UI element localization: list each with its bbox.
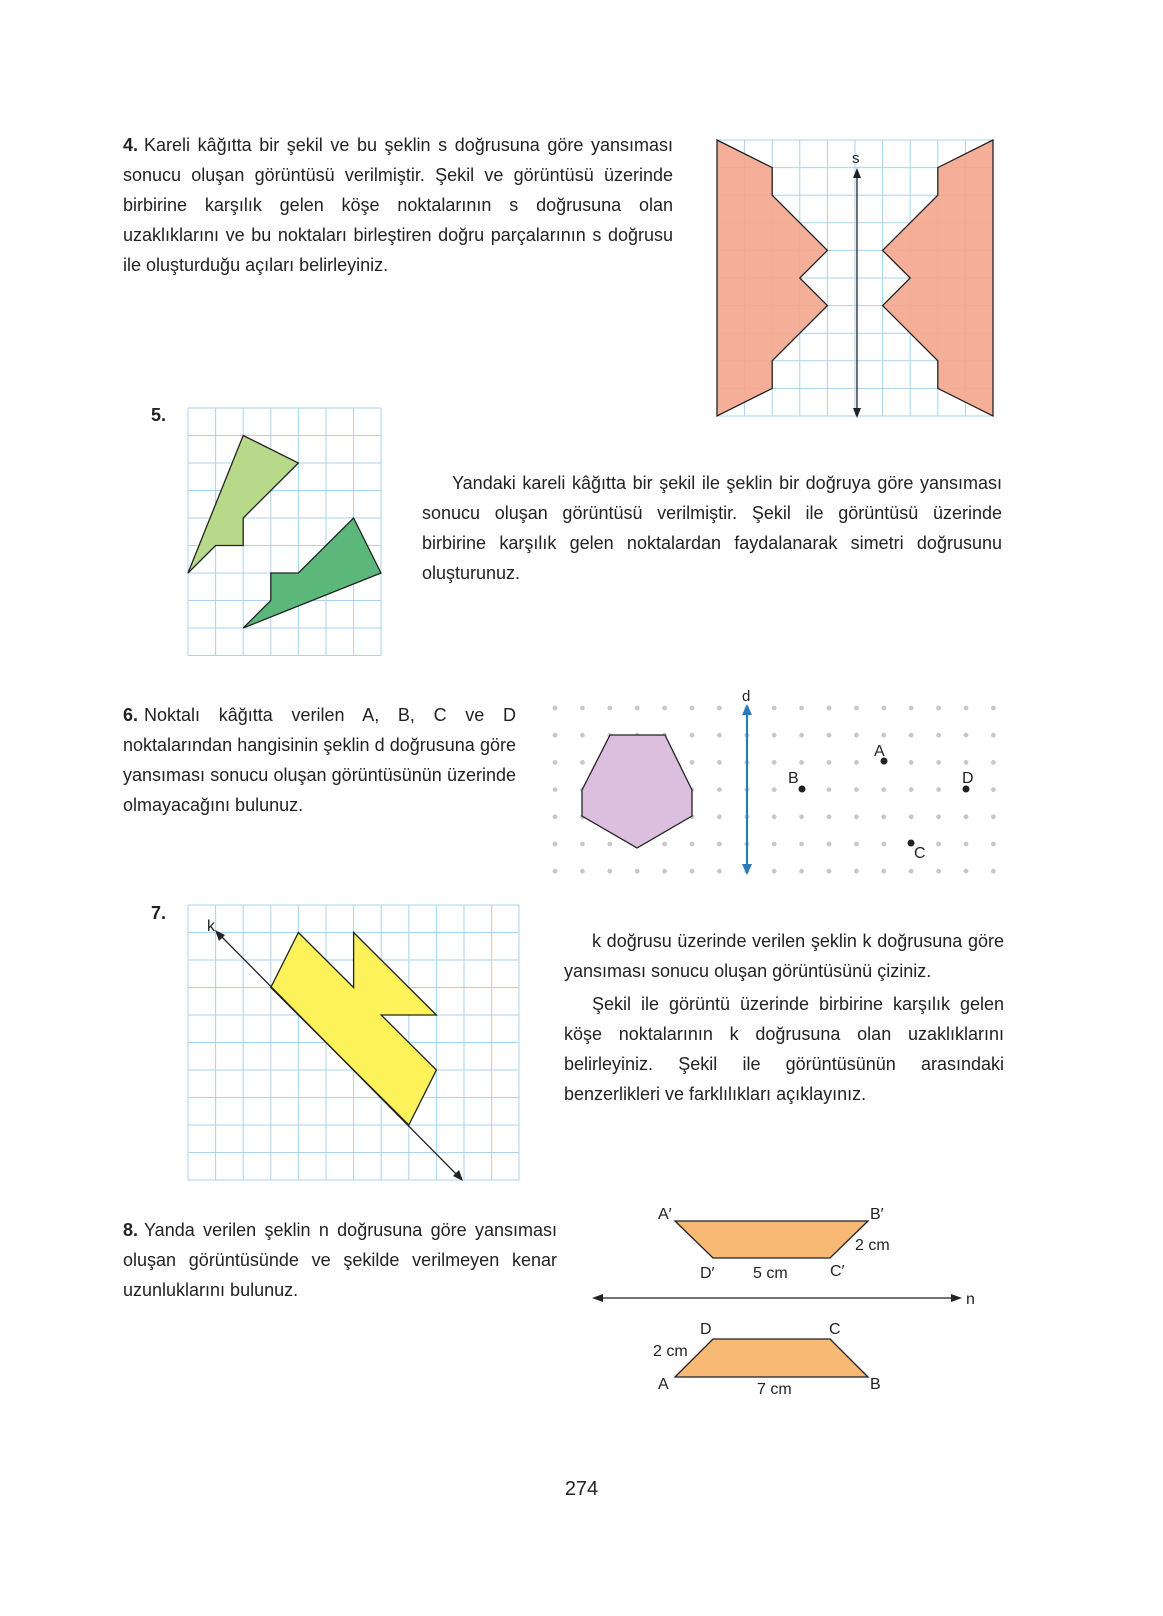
grid-dot xyxy=(936,869,941,874)
grid-dot xyxy=(662,706,667,711)
grid-dot xyxy=(964,842,969,847)
grid-dot xyxy=(772,814,777,819)
grid-dot xyxy=(991,760,996,765)
grid-dot xyxy=(964,760,969,765)
q6-figure xyxy=(545,688,1005,878)
grid-dot xyxy=(772,760,777,765)
grid-dot xyxy=(772,706,777,711)
grid-dot xyxy=(827,733,832,738)
label-a-prime: A′ xyxy=(658,1206,672,1223)
label-c-prime: C′ xyxy=(830,1263,845,1280)
grid-dot xyxy=(717,760,722,765)
grid-dot xyxy=(854,706,859,711)
grid-dot xyxy=(580,706,585,711)
q4-figure xyxy=(717,140,997,425)
grid-dot xyxy=(936,842,941,847)
grid-dot xyxy=(936,814,941,819)
grid-dot xyxy=(854,760,859,765)
label-a: A xyxy=(658,1376,669,1393)
grid-dot xyxy=(799,706,804,711)
grid-dot xyxy=(690,733,695,738)
grid-dot xyxy=(553,869,558,874)
grid-dot xyxy=(580,869,585,874)
q7-text2: Şekil ile görüntü üzerinde birbirine karşılık gelen köşe noktalarının k doğrusuna olan uzaklıklarını belirleyiniz. Şekil ile görüntüsünün arasındaki benzerlikleri ve farklılıkları açıklayınız. xyxy=(564,994,1004,1104)
grid-dot xyxy=(580,760,585,765)
grid-dot xyxy=(881,869,886,874)
label-c: C xyxy=(829,1321,841,1338)
grid-dot xyxy=(854,814,859,819)
grid-dot xyxy=(799,814,804,819)
grid-dot xyxy=(854,869,859,874)
grid-dot xyxy=(991,814,996,819)
grid-dot xyxy=(690,760,695,765)
q4-line-label: s xyxy=(852,150,860,167)
point-c-label: C xyxy=(914,845,926,862)
grid-dot xyxy=(854,733,859,738)
grid-dot xyxy=(881,787,886,792)
q8-number: 8. xyxy=(123,1220,139,1240)
grid-dot xyxy=(854,842,859,847)
q7-figure xyxy=(188,905,523,1190)
label-bottom-side: 2 cm xyxy=(653,1343,688,1360)
grid-dot xyxy=(881,733,886,738)
grid-dot xyxy=(964,869,969,874)
grid-dot xyxy=(936,733,941,738)
grid-dot xyxy=(827,787,832,792)
grid-dot xyxy=(991,869,996,874)
grid-dot xyxy=(607,842,612,847)
grid-dot xyxy=(553,814,558,819)
label-b: B xyxy=(870,1376,881,1393)
grid-dot xyxy=(553,706,558,711)
q8-line-label: n xyxy=(966,1291,975,1308)
grid-dot xyxy=(909,733,914,738)
q6-line-label: d xyxy=(742,688,751,705)
point-a-label: A xyxy=(874,743,885,760)
grid-dot xyxy=(799,733,804,738)
grid-dot xyxy=(772,787,777,792)
point-b-label: B xyxy=(788,770,799,787)
grid-dot xyxy=(580,733,585,738)
grid-dot xyxy=(881,814,886,819)
q4-number: 4. xyxy=(123,135,139,155)
q8-figure xyxy=(585,1200,985,1410)
grid-dot xyxy=(991,787,996,792)
q7-text1: k doğrusu üzerinde verilen şeklin k doğrusuna göre yansıması sonucu oluşan görüntüsünü çiziniz. xyxy=(564,931,1004,981)
grid-dot xyxy=(580,842,585,847)
grid-dot xyxy=(799,760,804,765)
grid-dot xyxy=(607,706,612,711)
grid-dot xyxy=(909,814,914,819)
q6-number: 6. xyxy=(123,705,139,725)
grid-dot xyxy=(936,787,941,792)
grid-dot xyxy=(881,706,886,711)
grid-dot xyxy=(717,733,722,738)
q7-number: 7. xyxy=(151,903,167,923)
q7-line-label: k xyxy=(207,918,215,935)
q4-text: 4. Kareli kâğıtta bir şekil ve bu şeklin s doğrusuna göre yansıması sonucu oluşan görüntüsü verilmiştir. Şekil ve görüntüsü üzerinde birbirine karşılık gelen köşe noktalarının s doğrusuna olan uzaklıklarını ve bu noktaları birleştiren doğru parçalarının s doğrusu ile oluşturduğu açıları belirleyiniz. xyxy=(123,135,673,275)
point-d-label: D xyxy=(962,770,974,787)
grid-dot xyxy=(662,842,667,847)
grid-dot xyxy=(964,733,969,738)
label-top-side: 2 cm xyxy=(855,1237,890,1254)
grid-dot xyxy=(690,869,695,874)
q6-text: 6. Noktalı kâğıtta verilen A, B, C ve D noktalarından hangisinin şeklin d doğrusuna göre yansıması sonucu oluşan görüntüsünün üzerinde olmayacağını bulunuz. xyxy=(123,705,516,815)
grid-dot xyxy=(991,706,996,711)
grid-dot xyxy=(717,814,722,819)
grid-dot xyxy=(827,760,832,765)
label-bottom-base: 7 cm xyxy=(757,1381,792,1398)
grid-dot xyxy=(991,842,996,847)
grid-dot xyxy=(909,706,914,711)
q5-number: 5. xyxy=(151,405,167,425)
grid-dot xyxy=(799,869,804,874)
grid-dot xyxy=(607,869,612,874)
label-b-prime: B′ xyxy=(870,1206,884,1223)
grid-dot xyxy=(553,842,558,847)
label-top-base: 5 cm xyxy=(753,1265,788,1282)
grid-dot xyxy=(635,706,640,711)
grid-dot xyxy=(690,706,695,711)
grid-dot xyxy=(909,869,914,874)
grid-dot xyxy=(991,733,996,738)
grid-dot xyxy=(553,733,558,738)
grid-dot xyxy=(772,869,777,874)
grid-dot xyxy=(827,814,832,819)
grid-dot xyxy=(964,706,969,711)
grid-dot xyxy=(635,869,640,874)
grid-dot xyxy=(827,842,832,847)
grid-dot xyxy=(772,733,777,738)
grid-dot xyxy=(772,842,777,847)
label-d-prime: D′ xyxy=(700,1265,715,1282)
page-number: 274 xyxy=(564,1478,599,1500)
grid-dot xyxy=(936,706,941,711)
grid-dot xyxy=(909,760,914,765)
grid-dot xyxy=(717,706,722,711)
grid-dot xyxy=(854,787,859,792)
q5-text: Yandaki kareli kâğıtta bir şekil ile şeklin bir doğruya göre yansıması sonucu oluşan görüntüsü verilmiştir. Şekil ile görüntüsü üzerinde birbirine karşılık gelen noktalardan faydalanarak simetri doğrusunu oluşturunuz. xyxy=(422,473,1002,583)
grid-dot xyxy=(964,814,969,819)
grid-dot xyxy=(799,842,804,847)
grid-dot xyxy=(662,869,667,874)
grid-dot xyxy=(690,842,695,847)
grid-dot xyxy=(717,869,722,874)
grid-dot xyxy=(553,787,558,792)
grid-dot xyxy=(717,842,722,847)
q5-figure xyxy=(188,408,383,658)
grid-dot xyxy=(909,787,914,792)
grid-dot xyxy=(827,869,832,874)
grid-dot xyxy=(717,787,722,792)
label-d: D xyxy=(700,1321,712,1338)
grid-dot xyxy=(827,706,832,711)
q8-text: 8. Yanda verilen şeklin n doğrusuna göre yansıması oluşan görüntüsünde ve şekilde verilmeyen kenar uzunluklarını bulunuz. xyxy=(123,1220,557,1300)
grid-dot xyxy=(553,760,558,765)
grid-dot xyxy=(881,842,886,847)
grid-dot xyxy=(936,760,941,765)
